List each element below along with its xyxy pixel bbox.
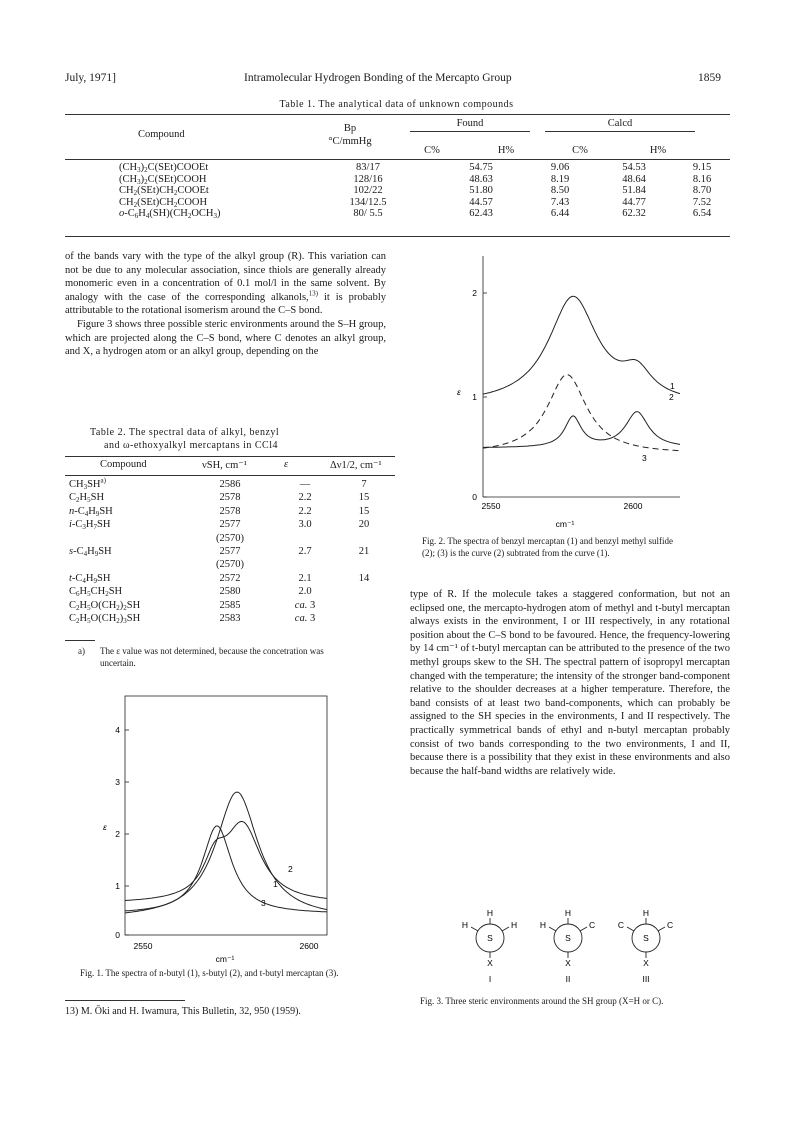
table2-cell-dnu: 14 (358, 572, 370, 584)
table1-cell-compound: $CH_2(SEt)CH_2COOEt$ (119, 185, 209, 197)
table1-header-bp: Bp (343, 123, 357, 134)
table2-header-nu: νSH, cm⁻¹ (202, 460, 247, 471)
newman-atom-bottom: X (643, 958, 649, 968)
table1-cell-fh: 8.50 (550, 185, 570, 196)
fig2-xtick-label: 2550 (481, 501, 501, 511)
table1-cell-bp: 80/ 5.5 (353, 208, 383, 219)
table2-cell-compound: $CH_3SH^{a)}$ (69, 476, 106, 491)
table2-cell-dnu (333, 532, 395, 545)
header-date: July, 1971] (65, 72, 117, 84)
table2-cell-compound: $C_2H_5O(CH_2)_3SH$ (69, 613, 141, 626)
table2-cell-nu: (2570) (216, 532, 244, 544)
table1-cell-fh: 8.19 (550, 173, 570, 185)
table2-cell-eps: 2.2 (298, 492, 312, 504)
table1-cell-fc: 62.43 (469, 208, 493, 219)
table1-cell-bp: 102/22 (353, 185, 383, 196)
body-text-right: type of R. If the molecule takes a staggered conformation, but not an eclipsed one, the mercapto-hydrogen atom of methyl and t-butyl mercaptan always exists in the environment, I or III respectively, in any rotational position about the C–S bond to be favoured. Hence, the frequency-lowering by 14 cm⁻¹ of t-butyl mercaptan can be attributed to the presence of the two methyl groups skew to the SH. The spectral pattern of isopropyl mercaptan changed with the temperature; the intensity of the stronger band-component relative to the shoulder decreases at a higher temperature. Therefore, the band consists of at least two band-components, which can probably be assigned to the SH species in the environments, I and II respectively. The practically symmetrical bands of ethyl and n-butyl mercaptan probably consist of two bands corresponding to the two environments, I and II, because there is a possibility that they exist in these environments and also because the half-band widths are relatively wide. (410, 589, 730, 777)
table1-header-bp-unit: °C/mmHg (328, 136, 372, 147)
fig1-xtick-label: 2600 (299, 941, 319, 951)
fig2-xtick-label: 2600 (623, 501, 643, 511)
fig1-ylabel: ε (103, 822, 107, 832)
table1-cell-fh: 6.44 (550, 208, 570, 219)
newman-bond (627, 927, 634, 931)
newman-center-atom: S (565, 933, 571, 943)
table2-cell-dnu (333, 612, 395, 625)
fig2-ytick-label: 0 (472, 492, 477, 502)
fig2-curve-2 (483, 412, 680, 448)
table1-cell-cc: 51.84 (622, 185, 646, 196)
newman-atom-right: C (589, 920, 596, 930)
table2-cell-compound: $C_2H_5O(CH_2)_2SH$ (69, 599, 141, 612)
newman-atom-left: H (539, 920, 546, 930)
table2-cell-eps: ca. 3 (294, 613, 316, 625)
newman-bond (658, 927, 665, 931)
fig1-plot (95, 690, 335, 965)
table2-cell-eps: — (299, 479, 311, 490)
table1-header-calcd-c: C% (572, 145, 588, 156)
table2-row (65, 585, 395, 598)
table2-row (65, 491, 395, 504)
table2-cell-compound (65, 558, 183, 571)
table2-row (65, 518, 395, 531)
table1-cell-cc: 44.77 (622, 196, 646, 208)
fig1-ytick-label: 4 (115, 725, 120, 735)
table2-cell-nu: 2585 (219, 599, 241, 611)
table1-row (65, 197, 730, 209)
newman-center-atom: S (487, 933, 493, 943)
fig2-curve-label-2: 2 (669, 392, 674, 402)
newman-atom-right: H (511, 920, 518, 930)
newman-bond (471, 927, 478, 931)
page-number: 1859 (698, 72, 721, 84)
table1-cell-cc: 48.64 (622, 173, 646, 185)
table2-footnote-mark: a) (78, 646, 85, 656)
table1-cell-compound: $CH_2(SEt)CH_2COOH$ (119, 196, 208, 209)
table2-row (65, 572, 395, 585)
fig2-caption: Fig. 2. The spectra of benzyl mercaptan (1) and benzyl methyl sulfide (2); (3) is the curve (2) subtrated from the curve (1). (422, 536, 674, 558)
table1-cell-bp: 83/17 (356, 162, 380, 173)
table2-cell-nu: 2583 (219, 613, 241, 625)
table1-cell-ch: 8.70 (692, 185, 712, 196)
newman-bond (502, 927, 509, 931)
table2-footnote: The ε value was not determined, because the concetration was uncertain. (100, 646, 324, 668)
table2-row (65, 558, 395, 571)
table2-row (65, 599, 395, 612)
table1-row (65, 174, 730, 186)
table2-cell-dnu: 15 (358, 492, 370, 504)
newman-atom-top: H (486, 908, 494, 918)
newman-atom-bottom: X (565, 958, 571, 968)
ref-13-mark: 13) (308, 289, 318, 298)
fig1-curve-label-1: 1 (273, 879, 278, 889)
table2-cell-compound: $C_2H_5SH$ (69, 492, 105, 505)
table1-cell-fc: 54.75 (469, 162, 493, 173)
table1-cell-fc: 44.57 (469, 196, 493, 208)
table1-header-found-h: H% (497, 145, 515, 156)
fig1-curve-label-3: 3 (261, 898, 266, 908)
table1-header-compound: Compound (138, 129, 185, 140)
text-p2: Figure 3 shows three possible steric environments around the S–H group, which are projected along the C–S bond, where C denotes an alkyl group, and X, a hydrogen atom or an alkyl group, depending on the (65, 318, 386, 358)
newman-bond (549, 927, 556, 931)
table2-cell-compound: $s-C_4H_9SH$ (69, 546, 112, 559)
newman-atom-right: C (667, 920, 674, 930)
newman-atom-left: H (461, 920, 468, 930)
fig1-ytick-label: 3 (115, 777, 120, 787)
newman-bond (580, 927, 587, 931)
body-text-left (65, 250, 386, 359)
table1-cell-fh: 9.06 (550, 162, 570, 173)
fig1-curve-1 (125, 792, 327, 913)
table2-cell-nu: 2578 (219, 505, 241, 517)
table2-caption-2: and ω-ethoxyalkyl mercaptans in CCl4 (104, 440, 278, 451)
fig1-ytick-label: 0 (115, 930, 120, 940)
fig2-curve-1 (483, 296, 680, 394)
table2-row (65, 612, 395, 625)
table1-cell-cc: 62.32 (622, 208, 646, 219)
table1-row (65, 208, 730, 220)
table1-row (65, 185, 730, 197)
table2-cell-dnu (333, 599, 395, 612)
table2-cell-compound: $n-C_4H_9SH$ (69, 505, 113, 518)
table1-cell-bp: 128/16 (353, 173, 383, 185)
header-title: Intramolecular Hydrogen Bonding of the Mercapto Group (244, 72, 512, 84)
table2-row (65, 545, 395, 558)
fig3-newman-projections (450, 900, 710, 990)
table2-row (65, 505, 395, 518)
fig3-caption: Fig. 3. Three steric environments around the SH group (X=H or C). (420, 996, 664, 1006)
table2-cell-nu: 2580 (219, 586, 241, 598)
fig2-plot (455, 252, 690, 532)
fig1-ytick-label: 1 (115, 881, 120, 891)
table2-cell-compound: $i-C_3H_7SH$ (69, 519, 111, 532)
footnote-ref-13: 13) M. Ōki and H. Iwamura, This Bulletin, 32, 950 (1959). (65, 1006, 301, 1017)
fig1-curve-label-2: 2 (288, 864, 293, 874)
fig2-ytick-label: 1 (472, 392, 477, 402)
table2-cell-eps: 2.2 (298, 505, 312, 517)
table1-cell-compound: $(CH_3)_2C(SEt)COOEt$ (119, 162, 209, 174)
newman-atom-bottom: X (487, 958, 493, 968)
table2-cell-eps (277, 558, 333, 571)
table2-cell-eps: 2.1 (298, 572, 312, 584)
fig1-ytick-label: 2 (115, 829, 120, 839)
table1-cell-compound: $(CH_3)_2C(SEt)COOH$ (119, 173, 207, 186)
table2-cell-compound (65, 532, 183, 545)
text-p1-end: it is probably attributable to the rotational isomerism around the C–S bond. (65, 291, 386, 317)
fig2-curve-3 (483, 375, 680, 451)
table2-cell-nu: (2570) (216, 559, 244, 571)
table2-cell-eps (277, 532, 333, 545)
newman-atom-top: H (564, 908, 572, 918)
table1-header-found-c: C% (424, 145, 440, 156)
table1-caption: Table 1. The analytical data of unknown compounds (279, 99, 514, 110)
table1-cell-fh: 7.43 (550, 196, 570, 208)
table2-cell-dnu: 7 (361, 479, 367, 490)
table1-cell-ch: 9.15 (692, 162, 712, 173)
table2-body (65, 478, 395, 625)
table2-caption-1: Table 2. The spectral data of alkyl, benzyl (90, 427, 280, 438)
table2-row (65, 532, 395, 545)
table1-header-calcd: Calcd (607, 118, 633, 129)
text-p1: of the bands vary with the type of the alkyl group (R). This variation can not be due to any molecular association, since thiols are generally already monomeric even in a concentration of 0.1 mol/l in the same solvent. By analogy with the case of the corresponding alkanols, (65, 251, 386, 303)
table1-cell-compound: $o-C_6H_4(SH)(CH_2OCH_3)$ (119, 208, 221, 220)
table2-cell-nu: 2578 (219, 492, 241, 504)
table2-header-compound: Compound (100, 459, 147, 470)
table2-cell-eps: 2.7 (298, 546, 312, 558)
fig2-ylabel: ε (457, 387, 461, 397)
fig1-curve-2 (125, 821, 327, 900)
table1-cell-bp: 134/12.5 (349, 196, 387, 208)
table1-cell-ch: 6.54 (692, 208, 712, 219)
table2-cell-nu: 2586 (219, 479, 241, 490)
table1-cell-ch: 7.52 (692, 196, 712, 208)
table2-cell-compound: $C_6H_5CH_2SH$ (69, 586, 123, 599)
table1-body (65, 162, 730, 220)
table2-cell-compound: $t-C_4H_9SH$ (69, 572, 111, 585)
table2-cell-eps: 3.0 (298, 519, 312, 531)
table1-cell-cc: 54.53 (622, 162, 646, 173)
fig2-xlabel: cm⁻¹ (555, 519, 575, 529)
table2-cell-dnu: 21 (358, 546, 370, 558)
table2-cell-nu: 2577 (219, 546, 241, 558)
fig1-caption: Fig. 1. The spectra of n-butyl (1), s-butyl (2), and t-butyl mercaptan (3). (80, 968, 339, 978)
fig2-ytick-label: 2 (472, 288, 477, 298)
table1-header-found: Found (456, 118, 484, 129)
table2-header-eps: ε (284, 459, 289, 470)
table2-cell-dnu (333, 558, 395, 571)
newman-center-atom: S (643, 933, 649, 943)
newman-label: II (565, 974, 571, 984)
newman-label: III (642, 974, 650, 984)
table2-cell-nu: 2572 (219, 572, 241, 584)
newman-atom-left: C (617, 920, 624, 930)
table2-cell-eps: ca. 3 (294, 599, 316, 611)
table2-row (65, 478, 395, 491)
table1-header-calcd-h: H% (649, 145, 667, 156)
table2-cell-nu: 2577 (219, 519, 241, 531)
table1-cell-fc: 51.80 (469, 185, 493, 196)
table1-row (65, 162, 730, 174)
fig1-xtick-label: 2550 (133, 941, 153, 951)
table2-cell-eps: 2.0 (298, 586, 312, 598)
table2-header-dnu: Δν1/2, cm⁻¹ (330, 460, 382, 471)
newman-atom-top: H (642, 908, 650, 918)
fig2-curve-label-3: 3 (642, 453, 647, 463)
table1-cell-fc: 48.63 (469, 173, 493, 185)
table2-cell-dnu: 15 (358, 505, 370, 517)
fig1-xlabel: cm⁻¹ (215, 954, 235, 964)
table2-cell-dnu: 20 (358, 519, 370, 531)
table2-cell-dnu (333, 585, 395, 598)
newman-label: I (488, 974, 492, 984)
table1-cell-ch: 8.16 (692, 173, 712, 185)
fig2-curve-label-1: 1 (670, 381, 675, 391)
